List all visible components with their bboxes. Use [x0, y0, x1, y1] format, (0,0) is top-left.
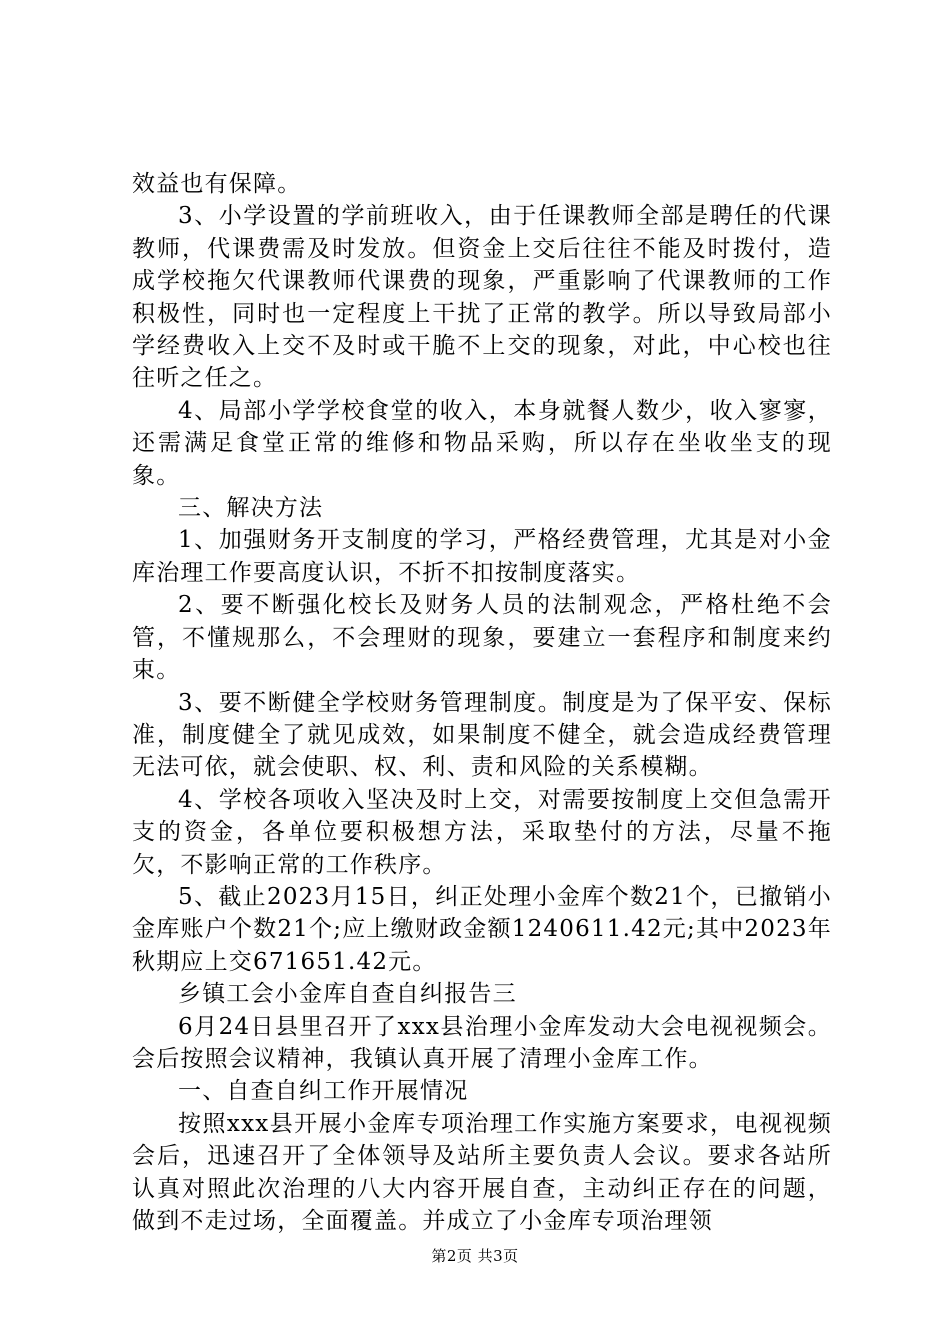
- report-title: 乡镇工会小金库自查自纠报告三: [178, 981, 517, 1008]
- paragraph: 5、截止2023月15日，纠正处理小金库个数21个，已撤销小金库账户个数21个;应上缴财政金额1240611.42元;其中2023年秋期应上交671651.42元。: [132, 883, 832, 975]
- section-heading: 三、解决方法: [178, 495, 324, 522]
- page-number-footer: 第2页 共3页: [431, 1247, 519, 1265]
- paragraph: 3、小学设置的学前班收入，由于任课教师全部是聘任的代课教师，代课费需及时发放。但资金上交后往往不能及时拨付，造成学校拖欠代课教师代课费的现象，严重影响了代课教师的工作积极性，同时也一定程度上干扰了正常的教学。所以导致局部小学经费收入上交不及时或干脆不上交的现象，对此，中心校也往往听之任之。: [132, 203, 832, 392]
- paragraph: 4、局部小学学校食堂的收入，本身就餐人数少，收入寥寥，还需满足食堂正常的维修和物品采购，所以存在坐收坐支的现象。: [132, 397, 832, 489]
- section-heading: 一、自查自纠工作开展情况: [178, 1078, 469, 1105]
- paragraph: 效益也有保障。: [132, 171, 302, 197]
- paragraph: 按照xxx县开展小金库专项治理工作实施方案要求，电视视频会后，迅速召开了全体领导及站所主要负责人会议。要求各站所认真对照此次治理的八大内容开展自查，主动纠正存在的问题，做到不走过场，全面覆盖。并成立了小金库专项治理领: [132, 1110, 832, 1234]
- paragraph: 3、要不断健全学校财务管理制度。制度是为了保平安、保标准，制度健全了就见成效，如果制度不健全，就会造成经费管理无法可依，就会使职、权、利、责和风险的关系模糊。: [132, 689, 832, 781]
- document-body: [132, 168, 832, 1237]
- paragraph: 4、学校各项收入坚决及时上交，对需要按制度上交但急需开支的资金，各单位要积极想方法，采取垫付的方法，尽量不拖欠，不影响正常的工作秩序。: [132, 786, 832, 878]
- paragraph: 6月24日县里召开了xxx县治理小金库发动大会电视视频会。会后按照会议精神，我镇认真开展了清理小金库工作。: [132, 1013, 832, 1072]
- paragraph: 2、要不断强化校长及财务人员的法制观念，严格杜绝不会管，不懂规那么，不会理财的现象，要建立一套程序和制度来约束。: [132, 592, 832, 684]
- paragraph: 1、加强财务开支制度的学习，严格经费管理，尤其是对小金库治理工作要高度认识，不折不扣按制度落实。: [132, 527, 832, 586]
